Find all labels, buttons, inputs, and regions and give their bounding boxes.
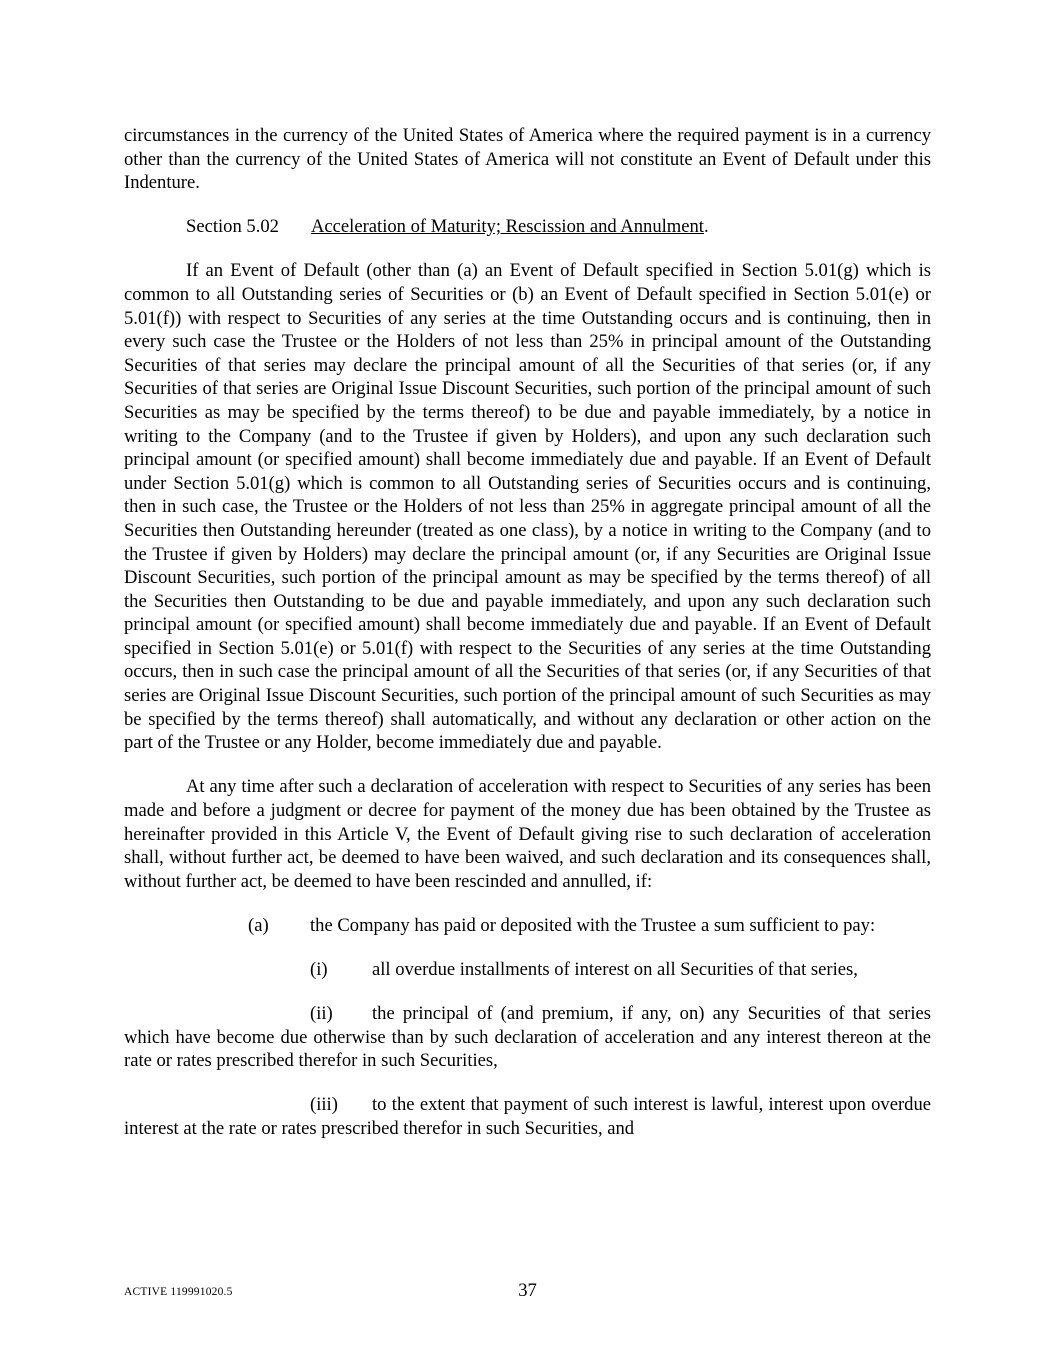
document-body [124, 124, 931, 1161]
clause-iii [124, 1093, 931, 1140]
section-title-period: . [703, 216, 709, 238]
clause-ii-label: (ii) [310, 1003, 333, 1024]
clause-a [124, 914, 931, 938]
clause-i-label: (i) [310, 958, 328, 980]
clause-ii [124, 1002, 931, 1073]
footer-document-id: ACTIVE 119991020.5 [124, 1286, 233, 1298]
rescission-paragraph: At any time after such a declaration of acceleration with respect to Securities of any series has been made and before a judgment or decree for payment of the money due has been obtained by the Trustee as hereinafter provided in this Article V, the Event of Default giving rise to such declaration of acceleration shall, without further act, be deemed to have been waived, and such declaration and its consequences shall, without further act, be deemed to have been rescinded and annulled, if: [124, 776, 931, 892]
clause-a-text: the Company has paid or deposited with the Trustee a sum sufficient to pay: [310, 914, 876, 936]
section-title: Acceleration of Maturity; Rescission and Annulment [311, 216, 704, 238]
clause-i-text: all overdue installments of interest on all Securities of that series, [372, 958, 858, 980]
section-heading [186, 215, 931, 239]
continuation-paragraph: circumstances in the currency of the United States of America where the required payment is in a currency other than the currency of the United States of America will not constitute an Event of Default under this Indenture. [124, 125, 931, 194]
acceleration-paragraph: If an Event of Default (other than (a) an Event of Default specified in Section 5.01(g) which is common to all Outstanding series of Securities or (b) an Event of Default specified in Section 5.01(e) or 5.01(f)) with respect to Securities of any series at the time Outstanding occurs and is continuing, then in every such case the Trustee or the Holders of not less than 25% in principal amount of the Outstanding Securities of that series may declare the principal amount of all the Securities of that series (or, if any Securities of that series are Original Issue Discount Securities, such portion of the principal amount of such Securities as may be specified by the terms thereof) to be due and payable immediately, by a notice in writing to the Company (and to the Trustee if given by Holders), and upon any such declaration such principal amount (or specified amount) shall become immediately due and payable. If an Event of Default under Section 5.01(g) which is common to all Outstanding series of Securities occurs and is continuing, then in such case, the Trustee or the Holders of not less than 25% in aggregate principal amount of all the Securities then Outstanding hereunder (treated as one class), by a notice in writing to the Company (and to the Trustee if given by Holders) may declare the principal amount (or, if any Securities are Original Issue Discount Securities, such portion of the principal amount as may be specified by the terms thereof) of all the Securities then Outstanding to be due and payable immediately, and upon any such declaration such principal amount (or specified amount) shall become immediately due and payable. If an Event of Default specified in Section 5.01(e) or 5.01(f) with respect to the Securities of any series at the time Outstanding occurs, then in such case the principal amount of all the Securities of that series (or, if any Securities of that series are Original Issue Discount Securities, such portion of the principal amount of such Securities as may be specified by the terms thereof) shall automatically, and without any declaration or other action on the part of the Trustee or any Holder, become immediately due and payable. [124, 260, 931, 754]
clause-a-label: (a) [248, 914, 269, 936]
clause-iii-text: to the extent that payment of such interest is lawful, interest upon overdue interest at the rate or rates prescribed therefor in such Securities, and [124, 1094, 931, 1139]
clause-iii-label: (iii) [310, 1094, 338, 1116]
clause-i [124, 958, 931, 982]
section-number: Section 5.02 [186, 216, 279, 238]
clause-ii-text: the principal of (and premium, if any, on) any Securities of that series which have become due otherwise than by such declaration of acceleration and any interest thereon at the rate or rates prescribed therefor in such Securities, [124, 1003, 931, 1072]
page-number: 37 [518, 1280, 537, 1301]
